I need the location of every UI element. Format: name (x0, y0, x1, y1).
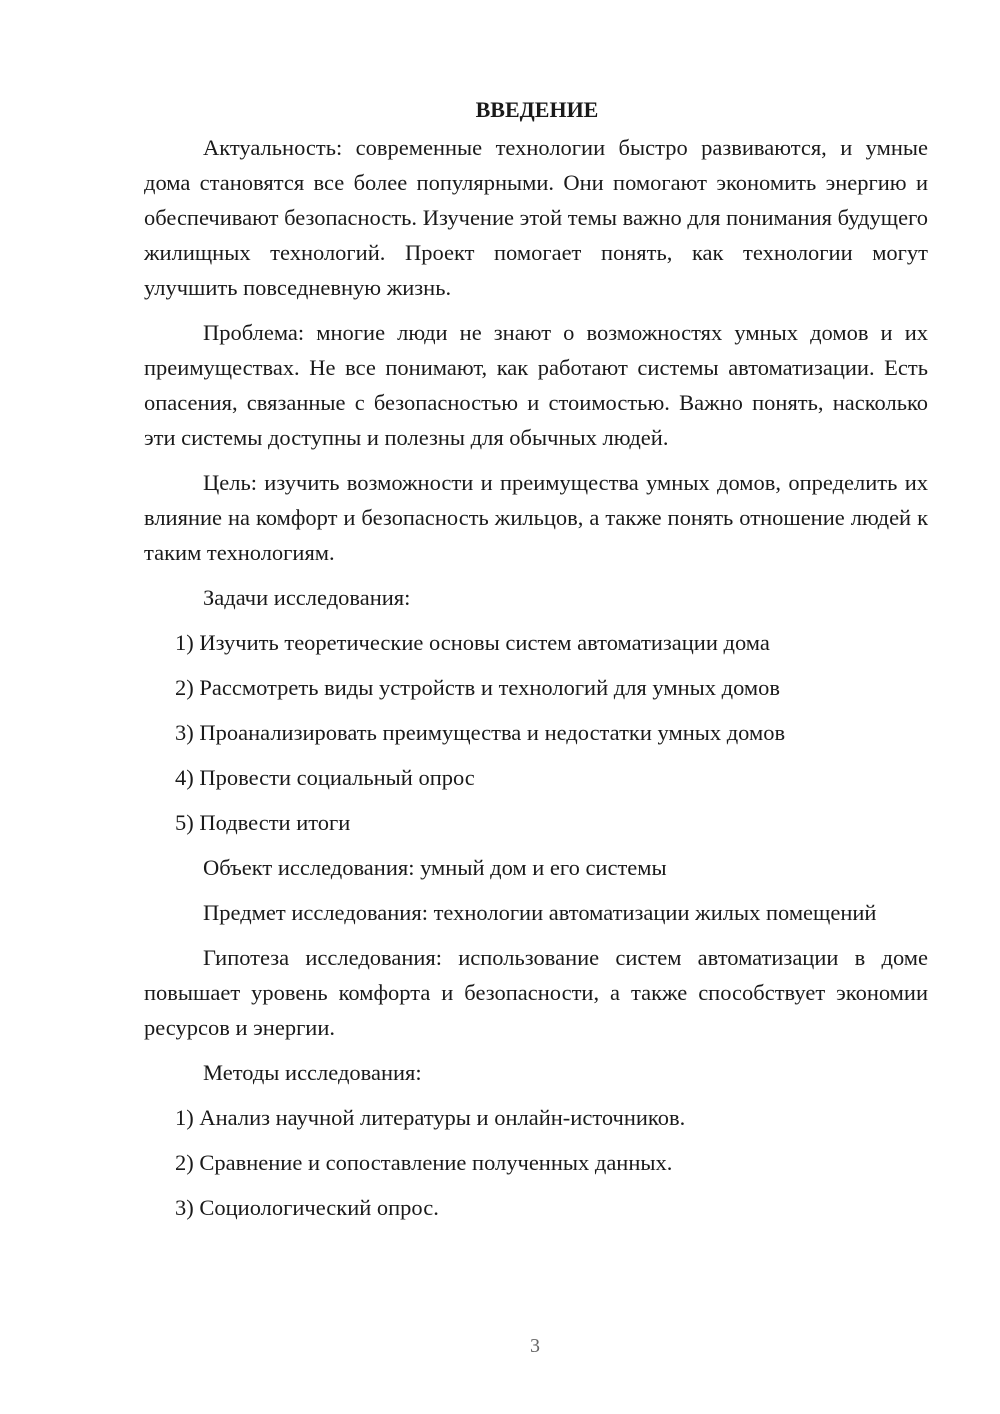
methods-heading: Методы исследования: (203, 1060, 422, 1085)
relevance-paragraph: Актуальность: современные технологии быстро развиваются, и умные дома становятся все более популярными. Они помогают экономить энергию и обеспечивают безопасность. Изучение этой темы важно для понимания будущего жилищных технологий. Проект помогает понять, как технологии могут улучшить повседневную жизнь. (144, 135, 928, 300)
subject-paragraph: Предмет исследования: технологии автоматизации жилых помещений (203, 900, 877, 925)
method-item: 3) Социологический опрос. (175, 1195, 439, 1220)
task-item: 2) Рассмотреть виды устройств и технологий для умных домов (175, 675, 781, 700)
page-number: 3 (530, 1335, 540, 1357)
hypothesis-paragraph: Гипотеза исследования: использование систем автоматизации в доме повышает уровень комфорта и безопасности, а также способствует экономии ресурсов и энергии. (144, 945, 928, 1040)
tasks-heading: Задачи исследования: (203, 585, 411, 610)
goal-paragraph: Цель: изучить возможности и преимущества умных домов, определить их влияние на комфорт и безопасность жильцов, а также понять отношение людей к таким технологиям. (144, 470, 928, 565)
document-page (144, 95, 928, 1235)
method-item: 1) Анализ научной литературы и онлайн-источников. (175, 1105, 686, 1130)
section-title: ВВЕДЕНИЕ (475, 97, 599, 122)
problem-paragraph: Проблема: многие люди не знают о возможностях умных домов и их преимуществах. Не все понимают, как работают системы автоматизации. Есть опасения, связанные с безопасностью и стоимостью. Важно понять, насколько эти системы доступны и полезны для обычных людей. (144, 320, 928, 450)
object-paragraph: Объект исследования: умный дом и его системы (203, 855, 667, 880)
method-item: 2) Сравнение и сопоставление полученных данных. (175, 1150, 673, 1175)
methods-list (144, 1100, 928, 1225)
tasks-list (144, 625, 928, 840)
task-item: 5) Подвести итоги (175, 810, 351, 835)
task-item: 1) Изучить теоретические основы систем автоматизации дома (175, 630, 770, 655)
task-item: 4) Провести социальный опрос (175, 765, 475, 790)
task-item: 3) Проанализировать преимущества и недостатки умных домов (175, 720, 786, 745)
